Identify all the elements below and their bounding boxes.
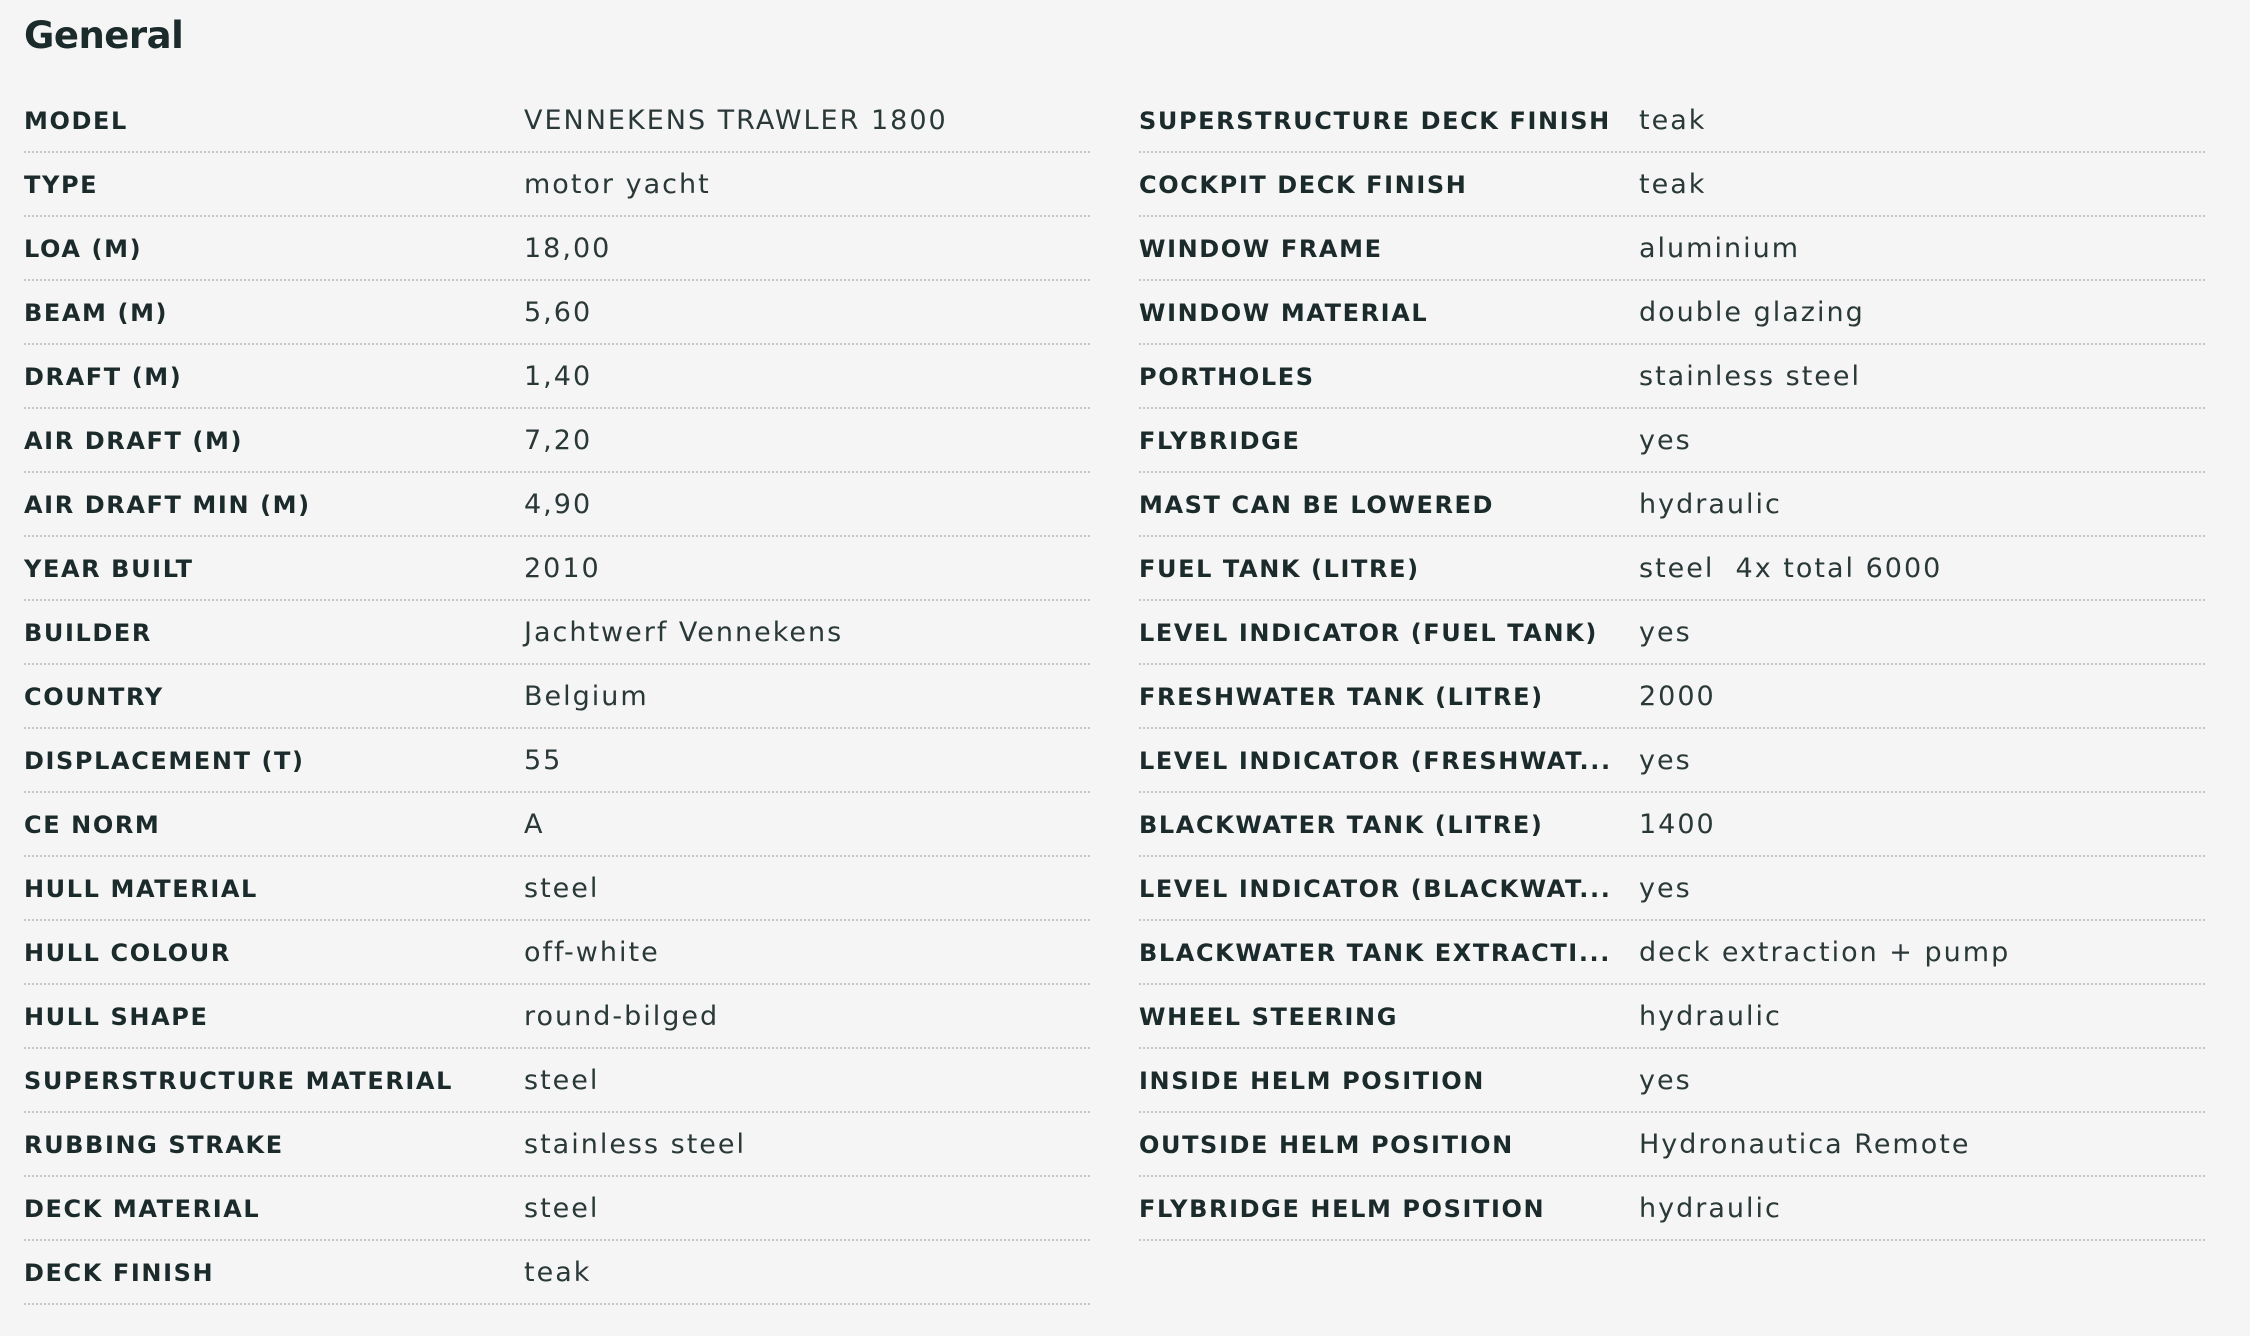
spec-label: BEAM (M): [24, 298, 169, 327]
spec-label: SUPERSTRUCTURE DECK FINISH: [1139, 106, 1611, 135]
spec-row: [24, 1178, 1090, 1241]
spec-value: steel: [524, 1193, 600, 1224]
spec-row: [24, 730, 1090, 793]
section-title: General: [24, 14, 184, 57]
spec-row: [24, 666, 1090, 729]
spec-value: aluminium: [1639, 233, 1800, 264]
spec-label: DECK MATERIAL: [24, 1194, 261, 1223]
spec-value: A: [524, 809, 545, 840]
spec-row: [24, 858, 1090, 921]
spec-value: 2010: [524, 553, 601, 584]
spec-label: FUEL TANK (LITRE): [1139, 554, 1420, 583]
spec-row: [24, 794, 1090, 857]
spec-row: [1139, 1050, 2205, 1113]
spec-label: CE NORM: [24, 810, 161, 839]
spec-row: [1139, 730, 2205, 793]
spec-row: [1139, 922, 2205, 985]
specs-column-right: [1139, 90, 2205, 1242]
spec-label: PORTHOLES: [1139, 362, 1315, 391]
spec-value: off-white: [524, 937, 660, 968]
spec-label: DRAFT (M): [24, 362, 183, 391]
spec-row: [1139, 794, 2205, 857]
spec-value: steel 4x total 6000: [1639, 553, 1943, 584]
spec-label: COCKPIT DECK FINISH: [1139, 170, 1468, 199]
spec-value: 7,20: [524, 425, 593, 456]
spec-value: Belgium: [524, 681, 649, 712]
spec-label: AIR DRAFT (M): [24, 426, 244, 455]
spec-row: [24, 90, 1090, 153]
spec-row: [24, 922, 1090, 985]
spec-value: yes: [1639, 745, 1692, 776]
spec-row: [1139, 218, 2205, 281]
spec-value: round-bilged: [524, 1001, 720, 1032]
spec-label: LOA (M): [24, 234, 143, 263]
spec-row: [24, 154, 1090, 217]
spec-row: [1139, 474, 2205, 537]
spec-label: OUTSIDE HELM POSITION: [1139, 1130, 1514, 1159]
spec-row: [1139, 1178, 2205, 1241]
spec-row: [1139, 410, 2205, 473]
spec-label: FLYBRIDGE: [1139, 426, 1301, 455]
spec-label: LEVEL INDICATOR (FUEL TANK): [1139, 618, 1598, 647]
spec-label: FRESHWATER TANK (LITRE): [1139, 682, 1544, 711]
spec-label: BLACKWATER TANK EXTRACTI...: [1139, 938, 1611, 967]
spec-value: 4,90: [524, 489, 593, 520]
spec-value: Jachtwerf Vennekens: [524, 617, 844, 648]
spec-row: [1139, 90, 2205, 153]
spec-value: motor yacht: [524, 169, 711, 200]
spec-value: 1400: [1639, 809, 1716, 840]
spec-label: COUNTRY: [24, 682, 164, 711]
spec-row: [24, 1114, 1090, 1177]
spec-label: INSIDE HELM POSITION: [1139, 1066, 1485, 1095]
spec-value: yes: [1639, 617, 1692, 648]
spec-label: WHEEL STEERING: [1139, 1002, 1399, 1031]
spec-value: teak: [1639, 169, 1707, 200]
spec-row: [1139, 602, 2205, 665]
spec-row: [24, 218, 1090, 281]
spec-value: double glazing: [1639, 297, 1865, 328]
spec-label: MODEL: [24, 106, 128, 135]
spec-row: [24, 986, 1090, 1049]
spec-label: FLYBRIDGE HELM POSITION: [1139, 1194, 1546, 1223]
spec-row: [24, 1050, 1090, 1113]
spec-label: HULL COLOUR: [24, 938, 231, 967]
spec-value: steel: [524, 873, 600, 904]
spec-value: teak: [524, 1257, 592, 1288]
spec-value: teak: [1639, 105, 1707, 136]
spec-row: [1139, 986, 2205, 1049]
spec-label: WINDOW MATERIAL: [1139, 298, 1429, 327]
spec-row: [24, 346, 1090, 409]
spec-label: RUBBING STRAKE: [24, 1130, 284, 1159]
spec-row: [24, 1242, 1090, 1305]
spec-label: DISPLACEMENT (T): [24, 746, 305, 775]
spec-value: 55: [524, 745, 563, 776]
spec-label: HULL MATERIAL: [24, 874, 258, 903]
spec-value: yes: [1639, 425, 1692, 456]
spec-value: yes: [1639, 873, 1692, 904]
spec-value: hydraulic: [1639, 1001, 1782, 1032]
spec-row: [1139, 666, 2205, 729]
spec-label: LEVEL INDICATOR (BLACKWAT...: [1139, 874, 1612, 903]
spec-row: [24, 282, 1090, 345]
spec-row: [24, 410, 1090, 473]
spec-label: DECK FINISH: [24, 1258, 215, 1287]
spec-label: MAST CAN BE LOWERED: [1139, 490, 1495, 519]
spec-value: 2000: [1639, 681, 1716, 712]
spec-label: BUILDER: [24, 618, 153, 647]
spec-row: [1139, 538, 2205, 601]
spec-row: [24, 538, 1090, 601]
spec-value: 18,00: [524, 233, 612, 264]
spec-label: SUPERSTRUCTURE MATERIAL: [24, 1066, 454, 1095]
spec-value: yes: [1639, 1065, 1692, 1096]
spec-label: TYPE: [24, 170, 99, 199]
spec-row: [24, 602, 1090, 665]
spec-row: [1139, 1114, 2205, 1177]
spec-value: stainless steel: [524, 1129, 747, 1160]
spec-value: stainless steel: [1639, 361, 1862, 392]
spec-value: Hydronautica Remote: [1639, 1129, 1971, 1160]
spec-value: hydraulic: [1639, 489, 1782, 520]
spec-value: hydraulic: [1639, 1193, 1782, 1224]
spec-value: VENNEKENS TRAWLER 1800: [524, 105, 948, 136]
spec-row: [1139, 346, 2205, 409]
spec-label: BLACKWATER TANK (LITRE): [1139, 810, 1544, 839]
spec-value: 1,40: [524, 361, 593, 392]
spec-value: steel: [524, 1065, 600, 1096]
spec-value: 5,60: [524, 297, 593, 328]
specs-column-left: [24, 90, 1090, 1306]
spec-value: deck extraction + pump: [1639, 937, 2011, 968]
spec-row: [1139, 858, 2205, 921]
spec-label: LEVEL INDICATOR (FRESHWAT...: [1139, 746, 1612, 775]
spec-row: [1139, 282, 2205, 345]
spec-label: AIR DRAFT MIN (M): [24, 490, 311, 519]
spec-label: HULL SHAPE: [24, 1002, 209, 1031]
spec-row: [1139, 154, 2205, 217]
spec-label: YEAR BUILT: [24, 554, 194, 583]
spec-label: WINDOW FRAME: [1139, 234, 1383, 263]
spec-row: [24, 474, 1090, 537]
